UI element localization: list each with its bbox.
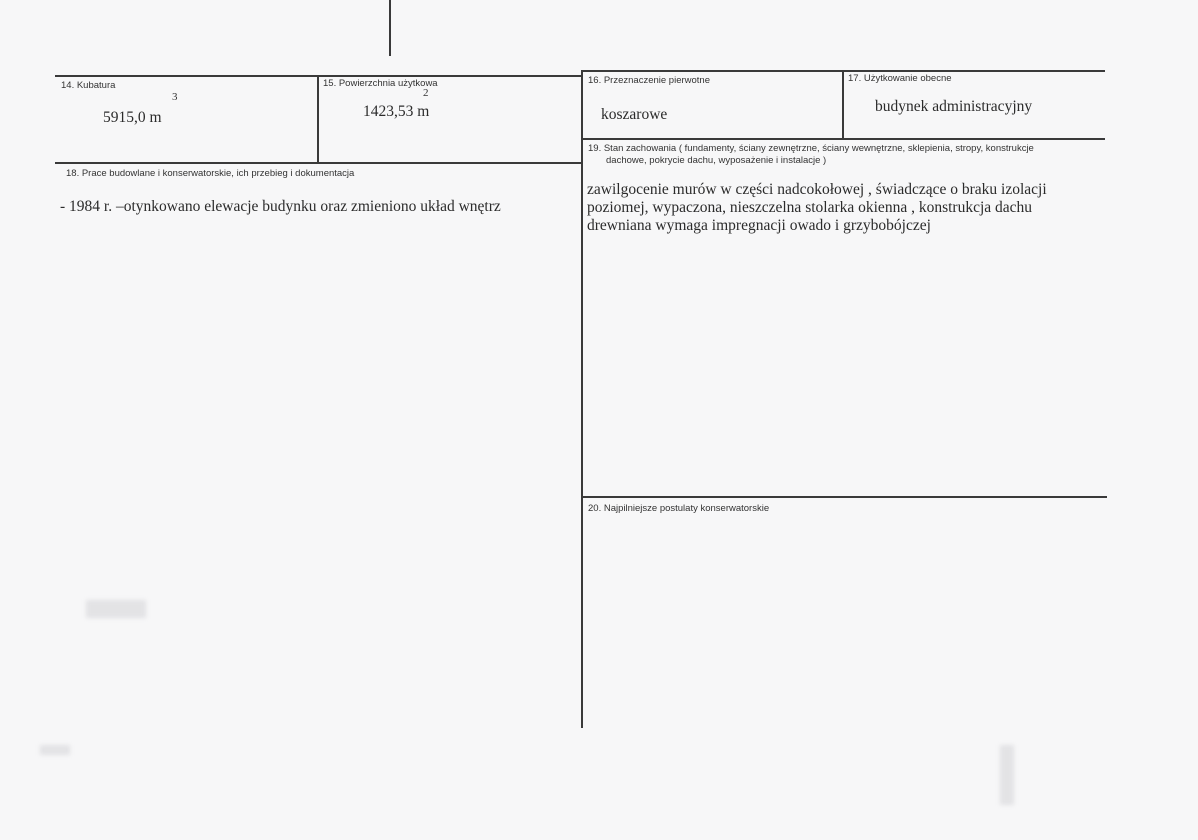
scan-smudge <box>86 600 146 618</box>
divider-14-15 <box>317 76 319 163</box>
uzytkowanie-label: 17. Użytkowanie obecne <box>848 73 952 84</box>
rule-lower-right <box>582 496 1107 498</box>
uzytkowanie-value: budynek administracyjny <box>875 98 1033 115</box>
prace-label: 18. Prace budowlane i konserwatorskie, ich przebieg i dokumentacja <box>66 168 355 179</box>
postulaty-label: 20. Najpilniejsze postulaty konserwatorskie <box>588 503 770 514</box>
divider-16-17 <box>842 71 844 139</box>
kubatura-label: 14. Kubatura <box>61 80 116 91</box>
kubatura-unit-exponent: 3 <box>172 91 178 103</box>
rule-top-right <box>582 70 1105 72</box>
przeznaczenie-label: 16. Przeznaczenie pierwotne <box>588 75 710 86</box>
powierzchnia-value: 1423,53 m <box>363 103 430 120</box>
stan-zachowania-value-line2: poziomej, wypaczona, nieszczelna stolarka okienna , konstrukcja dachu <box>587 199 1033 216</box>
rule-mid-left <box>55 162 582 164</box>
divider-main <box>581 70 583 728</box>
przeznaczenie-value: koszarowe <box>601 106 668 123</box>
rule-top-left <box>55 75 582 77</box>
top-vertical-line <box>389 0 391 56</box>
stan-zachowania-value-line1: zawilgocenie murów w części nadcokołowej , świadczące o braku izolacji <box>587 181 1047 198</box>
rule-mid-right <box>582 138 1105 140</box>
scan-smudge <box>1000 745 1014 805</box>
prace-value: - 1984 r. –otynkowano elewacje budynku oraz zmieniono układ wnętrz <box>60 198 501 215</box>
stan-zachowania-label-line1: 19. Stan zachowania ( fundamenty, ściany zewnętrzne, ściany wewnętrzne, sklepienia, stropy, konstrukcje <box>588 143 1034 154</box>
stan-zachowania-label-line2: dachowe, pokrycie dachu, wyposażenie i instalacje ) <box>606 155 827 166</box>
stan-zachowania-value-line3: drewniana wymaga impregnacji owado i grzybobójczej <box>587 217 931 234</box>
kubatura-value: 5915,0 m <box>103 109 162 126</box>
powierzchnia-label: 15. Powierzchnia użytkowa <box>323 78 438 89</box>
scan-smudge <box>40 745 70 755</box>
powierzchnia-unit-exponent: 2 <box>423 87 429 99</box>
